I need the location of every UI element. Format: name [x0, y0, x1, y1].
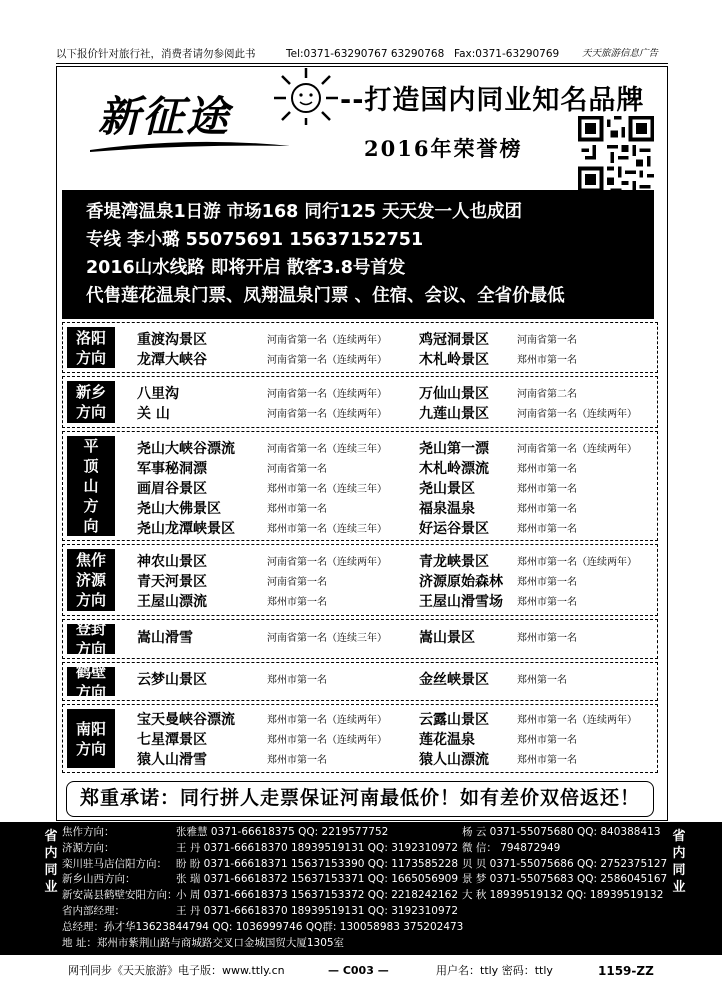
spot-name: 木札岭景区	[419, 352, 489, 368]
spot-rank: 郑州第一名	[517, 675, 567, 686]
spot-rank: 郑州市第一名（连续两年）	[517, 715, 637, 726]
footer-page: — C003 —	[328, 964, 389, 977]
ranking-row	[63, 405, 657, 424]
spot-name: 青天河景区	[137, 574, 207, 590]
spot-rank: 河南省第一名（连续两年）	[517, 444, 637, 455]
direction-section	[62, 662, 658, 701]
logo-swoosh-icon	[90, 140, 290, 154]
spot-name: 宝天曼峡谷漂流	[137, 712, 235, 728]
spot-rank: 郑州市第一名	[517, 464, 577, 475]
spot-rank: 郑州市第一名	[267, 675, 327, 686]
spot-name: 王屋山漂流	[137, 594, 207, 610]
spot-name: 军事秘洞漂	[137, 461, 207, 477]
footer-login: 用户名：ttly 密码：ttly	[436, 964, 553, 977]
direction-label-text: 方向	[75, 640, 106, 658]
direction-label-text: 登封	[75, 620, 106, 638]
honor-title: 2016年荣誉榜	[364, 136, 523, 161]
contact-line	[62, 872, 668, 887]
slogan: --打造国内同业知名品牌	[340, 85, 645, 116]
spot-name: 嵩山景区	[419, 630, 475, 646]
direction-label-text: 方向	[75, 682, 106, 701]
spot-rank: 郑州市第一名	[517, 524, 577, 535]
ranking-row	[63, 629, 657, 648]
direction-label-text: 洛阳	[75, 328, 106, 347]
ranking-row	[63, 553, 657, 572]
direction-label-text: 顶	[83, 457, 99, 475]
spot-rank: 河南省第一名（连续两年）	[267, 409, 387, 420]
contact-line	[62, 841, 662, 856]
contact-right: 贝 贝 0371-55075686 QQ: 2752375127	[462, 857, 668, 870]
spot-name: 尧山景区	[419, 481, 475, 497]
tel-text: Tel:0371-63290767 63290768	[286, 48, 445, 60]
spot-rank: 郑州市第一名（连续两年）	[267, 735, 387, 746]
spot-rank: 郑州市第一名（连续三年）	[267, 524, 387, 535]
spot-name: 济源原始森林	[419, 574, 503, 590]
spot-name: 鸡冠洞景区	[419, 332, 489, 348]
ranking-row	[63, 731, 657, 750]
direction-label-text: 南阳	[75, 719, 106, 738]
contact-left: 王 丹 0371-66618370 18939519131 QQ: 3192310972	[176, 841, 458, 854]
top-info-line	[56, 44, 668, 64]
spot-name: 画眉谷景区	[137, 481, 207, 497]
spot-rank: 郑州市第一名（连续三年）	[267, 484, 387, 495]
spot-rank: 河南省第一名（连续两年）	[267, 557, 387, 568]
banner-line: 香堤湾温泉1日游 市场168 同行125 天天发一人也成团	[86, 202, 523, 222]
spot-name: 万仙山景区	[419, 386, 489, 402]
promise-banner: 郑重承诺：同行拼人走票保证河南最低价！如有差价双倍返还！	[66, 781, 654, 817]
contact-dir: 总经理：孙才华13623844794 QQ: 1036999746 QQ群: 130058983 375202473	[62, 920, 464, 933]
direction-label-text: 鹤壁	[75, 662, 106, 681]
ranking-row	[63, 440, 657, 459]
direction-section	[62, 619, 658, 659]
direction-label-text: 平	[83, 437, 99, 455]
contact-dir: 新安嵩县鹤壁安阳方向：	[62, 889, 178, 902]
spot-rank: 郑州市第一名	[517, 755, 577, 766]
spot-rank: 郑州市第一名	[267, 504, 327, 515]
contact-right: 景 梦 0371-55075683 QQ: 2586045167	[462, 873, 668, 886]
contact-dir: 地 址：郑州市紫荆山路与商城路交叉口金城国贸大厦1305室	[62, 936, 345, 949]
contact-dir: 新乡山西方向：	[62, 873, 136, 886]
spot-name: 青龙峡景区	[419, 554, 489, 570]
contact-dir: 省内部经理：	[62, 905, 125, 917]
spot-name: 嵩山滑雪	[137, 630, 193, 646]
ranking-row	[63, 751, 657, 770]
direction-label-text: 向	[83, 517, 99, 535]
ranking-row	[63, 331, 657, 350]
direction-section	[62, 431, 658, 541]
side-label-right: 省 内 同 业	[672, 829, 686, 895]
spot-name: 好运谷景区	[419, 521, 489, 537]
spot-name: 尧山第一漂	[419, 441, 489, 457]
spot-rank: 河南省第一名（连续两年）	[267, 389, 387, 400]
fax-text: Fax:0371-63290769	[454, 48, 560, 60]
banner-line: 代售莲花温泉门票、凤翔温泉门票 、住宿、会议、全省价最低	[86, 286, 565, 306]
spot-rank: 郑州市第一名（连续两年）	[517, 557, 637, 568]
direction-section	[62, 322, 658, 373]
spot-name: 七星潭景区	[137, 732, 207, 748]
direction-section	[62, 376, 658, 428]
footer	[56, 960, 668, 982]
contact-line	[62, 904, 662, 919]
direction-label-text: 方向	[75, 403, 106, 421]
contact-left: 张雅慧 0371-66618375 QQ: 2219577752	[176, 826, 389, 838]
contact-line	[62, 920, 662, 935]
spot-rank: 郑州市第一名	[517, 504, 577, 515]
spot-name: 木札岭漂流	[419, 461, 489, 477]
direction-section	[62, 704, 658, 773]
spot-rank: 郑州市第一名	[517, 355, 577, 366]
direction-label-text: 焦作	[75, 551, 106, 569]
publisher-text: 天天旅游信息广告	[582, 48, 659, 59]
banner-line: 专线 李小璐 55075691 15637152751	[86, 230, 424, 250]
spot-name: 尧山龙潭峡景区	[137, 521, 235, 537]
spot-rank: 河南省第一名	[267, 577, 327, 588]
spot-name: 龙潭大峡谷	[137, 352, 207, 368]
ranking-row	[63, 351, 657, 370]
ranking-row	[63, 385, 657, 404]
contact-left: 小 周 0371-66618373 15637153372 QQ: 2218242162	[176, 889, 458, 902]
spot-rank: 河南省第一名（连续三年）	[267, 633, 387, 644]
direction-section	[62, 544, 658, 616]
spot-name: 尧山大峡谷漂流	[137, 441, 235, 457]
spot-name: 尧山大佛景区	[137, 501, 221, 517]
banner-line: 2016山水线路 即将开启 散客3.8号首发	[86, 258, 406, 278]
spot-name: 九莲山景区	[419, 406, 489, 422]
spot-rank: 河南省第一名	[517, 335, 577, 346]
qr-code-icon	[578, 116, 654, 192]
side-label-left: 省 内 同 业	[44, 829, 58, 895]
spot-name: 神农山景区	[137, 554, 207, 570]
logo-text: 新征途	[98, 92, 231, 141]
spot-rank: 郑州市第一名	[517, 735, 577, 746]
spot-name: 猿人山漂流	[419, 752, 489, 768]
promo-banner	[62, 190, 654, 319]
contact-line	[62, 857, 668, 872]
ranking-row	[63, 460, 657, 479]
contact-left: 张 瑞 0371-66618372 15637153371 QQ: 1665056909	[176, 873, 458, 886]
contact-dir: 焦作方向：	[62, 826, 115, 838]
footer-code: 1159-ZZ	[598, 964, 654, 978]
ranking-row	[63, 593, 657, 612]
contact-dir: 栾川驻马店信阳方向：	[62, 857, 167, 870]
spot-name: 王屋山滑雪场	[419, 594, 503, 610]
direction-label-text: 方向	[75, 591, 106, 609]
spot-rank: 郑州市第一名	[517, 484, 577, 495]
spot-name: 八里沟	[137, 386, 179, 402]
spot-name: 莲花温泉	[419, 732, 475, 748]
contact-right: 微 信： 794872949	[462, 841, 561, 854]
ranking-row	[63, 711, 657, 730]
direction-label-text: 济源	[75, 571, 106, 589]
contact-left: 王 丹 0371-66618370 18939519131 QQ: 3192310972	[176, 905, 458, 917]
spot-name: 关 山	[137, 406, 170, 422]
contact-line	[62, 825, 662, 840]
ranking-row	[63, 500, 657, 519]
spot-rank: 河南省第一名（连续两年）	[517, 409, 637, 420]
contact-dir: 济源方向：	[62, 841, 115, 854]
spot-rank: 郑州市第一名	[517, 597, 577, 608]
contact-left: 盼 盼 0371-66618371 15637153390 QQ: 1173585228	[176, 857, 458, 870]
sun-icon	[270, 66, 342, 126]
spot-rank: 郑州市第一名（连续两年）	[267, 715, 387, 726]
contact-right: 杨 云 0371-55075680 QQ: 840388413	[462, 826, 661, 838]
spot-rank: 河南省第二名	[517, 389, 577, 400]
notice-text: 以下报价针对旅行社，消费者请勿参阅此书	[56, 48, 256, 60]
footer-site: 网刊同步《天天旅游》电子版：www.ttly.cn	[68, 964, 285, 977]
spot-rank: 河南省第一名	[267, 464, 327, 475]
spot-rank: 河南省第一名（连续三年）	[267, 444, 387, 455]
spot-name: 福泉温泉	[419, 501, 475, 517]
contact-right: 大 秋 18939519132 QQ: 18939519132	[462, 889, 664, 902]
spot-rank: 河南省第一名（连续两年）	[267, 335, 387, 346]
ranking-row	[63, 573, 657, 592]
spot-name: 云梦山景区	[137, 672, 207, 688]
ranking-row	[63, 480, 657, 499]
spot-rank: 郑州市第一名	[267, 755, 327, 766]
spot-name: 重渡沟景区	[137, 332, 207, 348]
spot-rank: 郑州市第一名	[517, 633, 577, 644]
direction-label-text: 新乡	[75, 383, 106, 401]
ranking-row	[63, 671, 657, 690]
spot-name: 云露山景区	[419, 712, 489, 728]
ranking-row	[63, 520, 657, 539]
spot-name: 金丝峡景区	[419, 672, 489, 688]
spot-rank: 郑州市第一名	[267, 597, 327, 608]
contact-line	[62, 936, 662, 951]
spot-rank: 河南省第一名（连续两年）	[267, 355, 387, 366]
direction-label-text: 方向	[75, 739, 106, 758]
contact-block	[0, 822, 722, 955]
contact-line	[62, 888, 662, 903]
direction-label-text: 方	[83, 497, 99, 515]
direction-label-text: 方向	[75, 348, 106, 367]
direction-label-text: 山	[83, 477, 99, 495]
spot-name: 猿人山滑雪	[137, 752, 207, 768]
spot-rank: 郑州市第一名	[517, 577, 577, 588]
